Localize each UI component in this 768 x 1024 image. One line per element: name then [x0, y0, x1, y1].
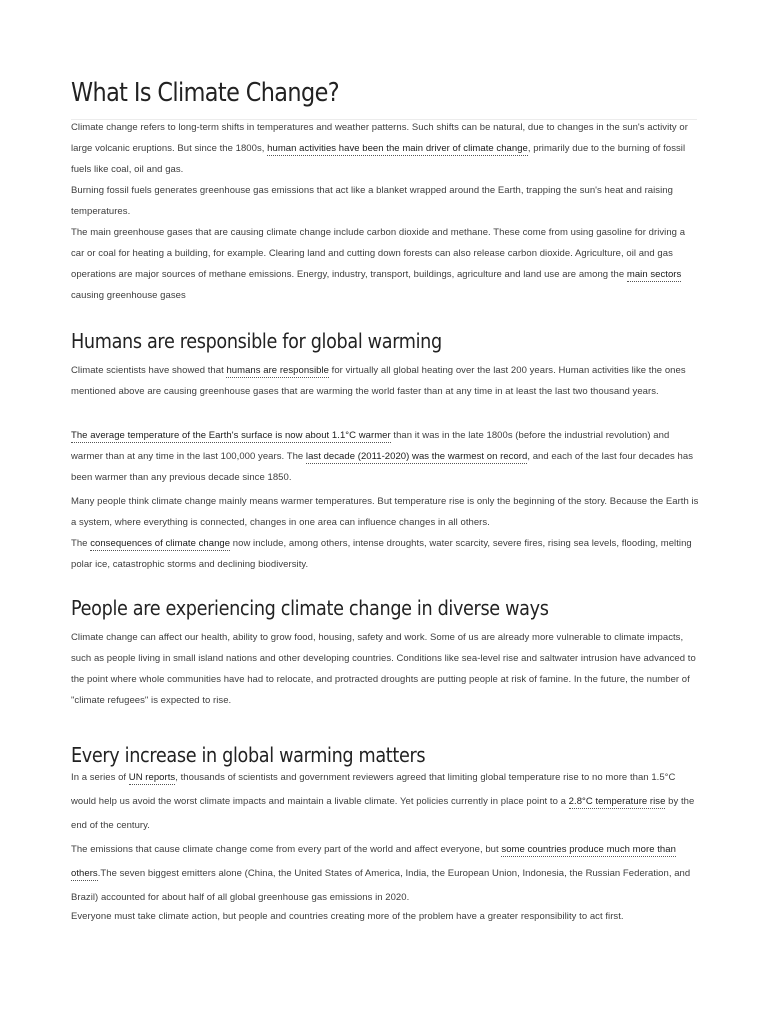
- text-run: In a series of: [71, 772, 129, 783]
- heading-humans-responsible: Humans are responsible for global warming: [71, 329, 442, 353]
- link-consequences[interactable]: consequences of climate change: [90, 538, 231, 549]
- text-run: The: [71, 538, 91, 549]
- text-run: by the end of the century.: [71, 796, 695, 831]
- paragraph-scientists: [71, 360, 699, 402]
- paragraph-climate-action: Everyone must take climate action, but people and countries creating more of the problem have a greater responsibility to act first.: [71, 911, 624, 922]
- text-run: Climate change refers to long-term shifts in temperatures and weather patterns. Such shifts can be natural, due to changes in the sun's activity or large volcanic eruptions. But since the 1800s,: [71, 122, 688, 154]
- text-run: causing greenhouse gases: [71, 290, 186, 301]
- link-last-decade[interactable]: last decade (2011-2020) was the warmest on record: [305, 451, 528, 462]
- link-humans-responsible[interactable]: humans are responsible: [226, 365, 329, 376]
- paragraph-greenhouse-gases: [71, 222, 699, 306]
- link-average-temperature[interactable]: The average temperature of the Earth's surface is now about 1.1°C warmer: [71, 430, 391, 441]
- heading-diverse-ways: People are experiencing climate change in diverse ways: [71, 596, 549, 620]
- heading-every-increase: Every increase in global warming matters: [71, 743, 426, 767]
- text-run: than it was in the late 1800s (before the industrial revolution) and warmer than at any time in the last 100,000 years. The: [71, 430, 670, 462]
- page-title: What Is Climate Change?: [71, 78, 339, 108]
- text-run: Climate scientists have showed that: [71, 365, 227, 376]
- text-run: , and each of the last four decades has been warmer than any previous decade since 1850.: [71, 451, 694, 483]
- paragraph-average-temperature: [71, 425, 699, 488]
- link-temperature-rise[interactable]: 2.8°C temperature rise: [568, 796, 666, 807]
- text-run: , primarily due to the burning of fossil fuels like coal, oil and gas.: [71, 143, 686, 175]
- text-run: now include, among others, intense droughts, water scarcity, severe fires, rising sea levels, flooding, melting polar ice, catastrophic storms and declining biodiversity.: [71, 538, 692, 570]
- link-human-activities[interactable]: human activities have been the main driver of climate change: [267, 143, 528, 154]
- paragraph-definition: [71, 117, 699, 180]
- paragraph-impacts: Climate change can affect our health, ability to grow food, housing, safety and work. Some of us are already more vulnerable to climate impacts, such as people living in small island nations and other developing countries. Conditions like sea-level rise and saltwater intrusion have advanced to the point where whole communities have had to relocate, and protracted droughts are putting people at risk of famine. In the future, the number of "climate refugees" is expected to rise.: [71, 632, 696, 706]
- text-run: The main greenhouse gases that are causing climate change include carbon dioxide and methane. These come from using gasoline for driving a car or coal for heating a building, for example. Clearing land and cutting down forests can also release carbon dioxide. Agriculture, oil and gas operations are major sources of methane emissions. Energy, industry, transport, buildings, agriculture and land use are among the: [71, 227, 686, 280]
- paragraph-earth-system: Many people think climate change mainly means warmer temperatures. But temperature rise is only the beginning of the story. Because the Earth is a system, where everything is connected, changes in one area can influence changes in all others.: [71, 496, 699, 528]
- paragraph-fossil-fuels: Burning fossil fuels generates greenhouse gas emissions that act like a blanket wrapped around the Earth, trapping the sun's heat and raising temperatures.: [71, 185, 673, 217]
- text-run: The emissions that cause climate change come from every part of the world and affect everyone, but: [71, 844, 502, 855]
- paragraph-emitters: [71, 838, 699, 910]
- paragraph-consequences: [71, 533, 699, 575]
- paragraph-un-reports: [71, 766, 699, 838]
- text-run: for virtually all global heating over the last 200 years. Human activities like the ones mentioned above are causing greenhouse gases that are warming the world faster than at any time in at least the last two thousand years.: [71, 365, 686, 397]
- text-run: , thousands of scientists and government reviewers agreed that limiting global temperature rise to no more than 1.5°C would help us avoid the worst climate impacts and maintain a livable climate. Yet policies currently in place point to a: [71, 772, 676, 807]
- text-run: .The seven biggest emitters alone (China, the United States of America, India, the European Union, Indonesia, the Russian Federation, and Brazil) accounted for about half of all global greenhouse gas emissions in 2020.: [71, 868, 691, 903]
- link-some-countries[interactable]: some countries produce much more than others: [71, 844, 676, 879]
- link-un-reports[interactable]: UN reports: [128, 772, 176, 783]
- link-main-sectors[interactable]: main sectors: [626, 269, 682, 280]
